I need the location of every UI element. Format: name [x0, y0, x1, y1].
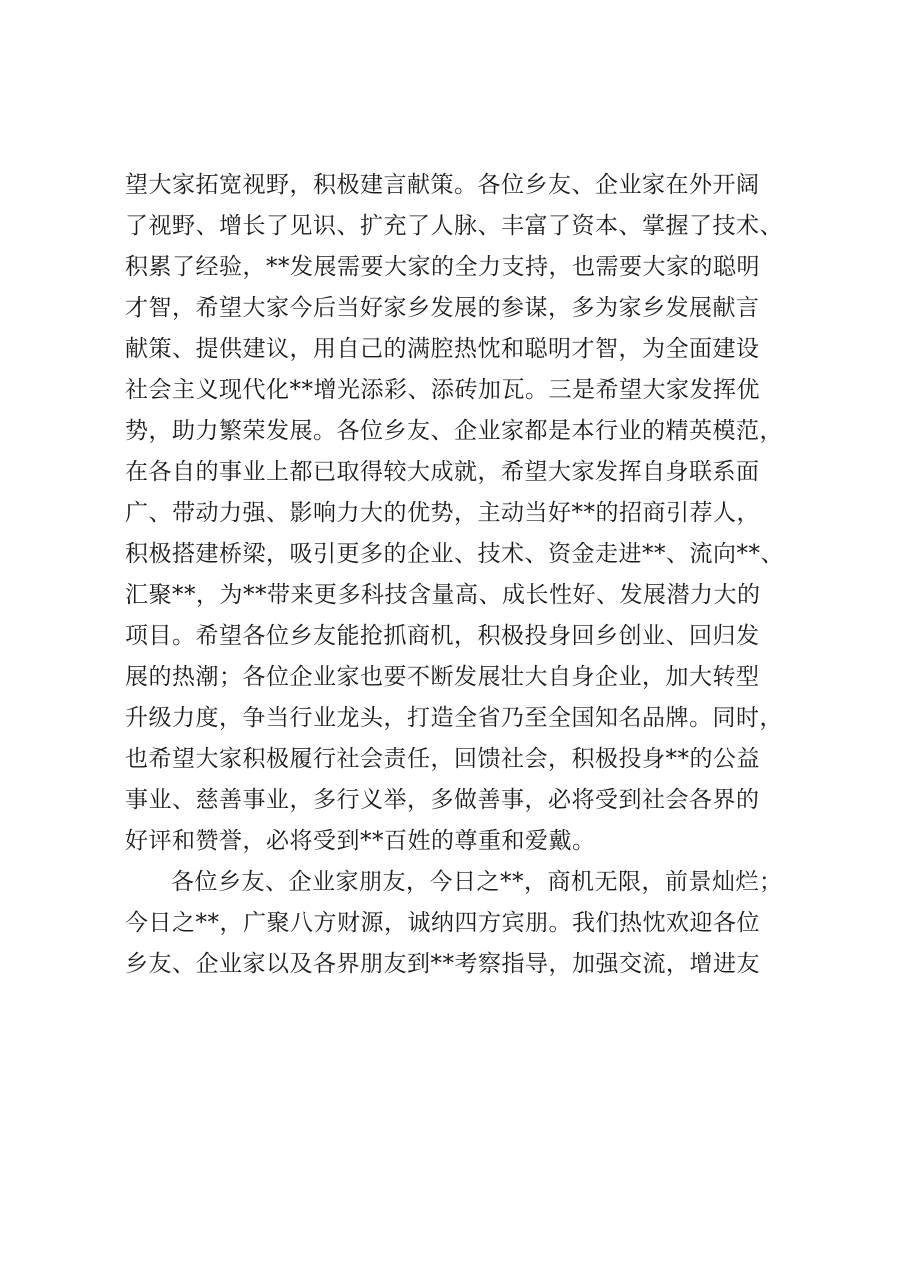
text-line: 好评和赞誉，必将受到**百姓的尊重和爱戴。	[125, 828, 596, 854]
text-line: 事业、慈善事业，多行义举，多做善事，必将受到社会各界的	[125, 787, 760, 813]
text-line: 广、带动力强、影响力大的优势，主动当好**的招商引荐人，	[125, 500, 760, 526]
text-line: 项目。希望各位乡友能抢抓商机，积极投身回乡创业、回归发	[125, 623, 760, 649]
text-line: 望大家拓宽视野，积极建言献策。各位乡友、企业家在外开阔	[125, 172, 760, 198]
text-line: 展的热潮；各位企业家也要不断发展壮大自身企业，加大转型	[125, 664, 760, 690]
text-line: 势，助力繁荣发展。各位乡友、企业家都是本行业的精英模范，	[125, 418, 783, 444]
text-line: 积极搭建桥梁，吸引更多的企业、技术、资金走进**、流向**、	[125, 541, 784, 567]
text-line: 今日之**，广聚八方财源，诚纳四方宾朋。我们热忱欢迎各位	[125, 910, 760, 936]
text-line: 在各自的事业上都已取得较大成就，希望大家发挥自身联系面	[125, 459, 760, 485]
document-body	[125, 165, 805, 985]
text-line: 了视野、增长了见识、扩充了人脉、丰富了资本、掌握了技术、	[125, 213, 783, 239]
text-line: 升级力度，争当行业龙头，打造全省乃至全国知名品牌。同时，	[125, 705, 783, 731]
text-line: 才智，希望大家今后当好家乡发展的参谋，多为家乡发展献言	[125, 295, 760, 321]
text-line: 汇聚**，为**带来更多科技含量高、成长性好、发展潜力大的	[125, 582, 761, 608]
text-line: 也希望大家积极履行社会责任，回馈社会，积极投身**的公益	[125, 746, 760, 772]
paragraph-start-line: 各位乡友、企业家朋友，今日之**，商机无限，前景灿烂；	[171, 869, 783, 895]
text-line: 社会主义现代化**增光添彩、添砖加瓦。三是希望大家发挥优	[125, 377, 760, 403]
text-line: 积累了经验，**发展需要大家的全力支持，也需要大家的聪明	[125, 254, 760, 280]
text-line: 献策、提供建议，用自己的满腔热忱和聪明才智，为全面建设	[125, 336, 760, 362]
text-line: 乡友、企业家以及各界朋友到**考察指导，加强交流，增进友	[125, 951, 760, 977]
